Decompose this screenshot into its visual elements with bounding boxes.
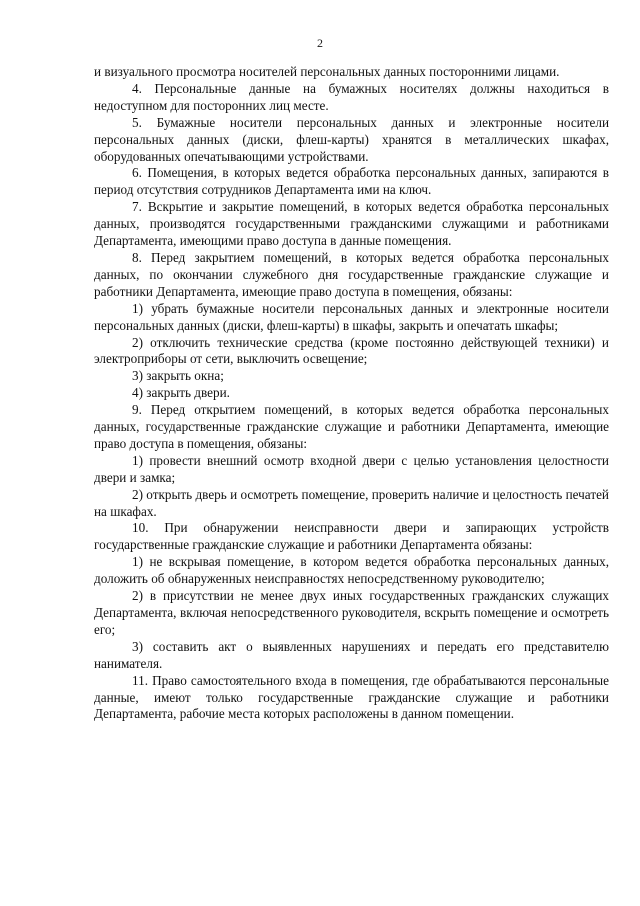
paragraph-item-6: 6. Помещения, в которых ведется обработка персональных данных, запираются в период отсутствия сотрудников Департамента ими на ключ. — [94, 165, 609, 198]
page-number: 2 — [317, 36, 323, 50]
paragraph-item-7: 7. Вскрытие и закрытие помещений, в которых ведется обработка персональных данных, производятся государственными гражданскими служащими и работниками Департамента, имеющими право доступа в данные помещения. — [94, 199, 609, 249]
paragraph-item-8-2: 2) отключить технические средства (кроме постоянно действующей техники) и электроприборы от сети, выключить освещение; — [94, 334, 609, 367]
paragraph-item-8: 8. Перед закрытием помещений, в которых ведется обработка персональных данных, по окончании служебного дня государственные гражданские служащие и работники Департамента, имеющие право доступа в помещения, обязаны: — [94, 249, 609, 299]
paragraph-item-9-2: 2) открыть дверь и осмотреть помещение, проверить наличие и целостность печатей на шкафах. — [94, 486, 609, 519]
paragraph-item-8-1: 1) убрать бумажные носители персональных данных и электронные носители персональных данных (диски, флеш-карты) в шкафы, закрыть и опечатать шкафы; — [94, 300, 609, 333]
paragraph-item-8-4: 4) закрыть двери. — [132, 385, 230, 401]
paragraph-continuation: и визуального просмотра носителей персональных данных посторонними лицами. — [94, 64, 560, 79]
paragraph-item-11: 11. Право самостоятельного входа в помещения, где обрабатываются персональные данные, имеют только государственные гражданские служащие и работники Департамента, рабочие места которых расположены в данном помещении. — [94, 672, 609, 722]
paragraph-item-8-3: 3) закрыть окна; — [132, 368, 224, 384]
paragraph-item-10-1: 1) не вскрывая помещение, в котором ведется обработка персональных данных, доложить об обнаруженных неисправностях непосредственному руководителю; — [94, 554, 609, 587]
paragraph-item-10-2: 2) в присутствии не менее двух иных государственных гражданских служащих Департамента, включая непосредственного руководителя, вскрыть помещение и осмотреть его; — [94, 588, 609, 637]
paragraph-item-10-3: 3) составить акт о выявленных нарушениях и передать его представителю нанимателя. — [94, 638, 609, 671]
document-body — [94, 64, 609, 723]
paragraph-item-9: 9. Перед открытием помещений, в которых ведется обработка персональных данных, государственные гражданские служащие и работники Департамента, имеющие право доступа в помещения, обязаны: — [94, 402, 609, 451]
paragraph-item-10: 10. При обнаружении неисправности двери и запирающих устройств государственные гражданские служащие и работники Департамента обязаны: — [94, 520, 609, 553]
paragraph-item-9-1: 1) провести внешний осмотр входной двери с целью установления целостности двери и замка; — [94, 452, 609, 485]
paragraph-item-4: 4. Персональные данные на бумажных носителях должны находиться в недоступном для посторонних лиц месте. — [94, 80, 609, 113]
paragraph-item-5: 5. Бумажные носители персональных данных и электронные носители персональных данных (диски, флеш-карты) хранятся в металлических шкафах, оборудованных опечатывающими устройствами. — [94, 114, 609, 164]
